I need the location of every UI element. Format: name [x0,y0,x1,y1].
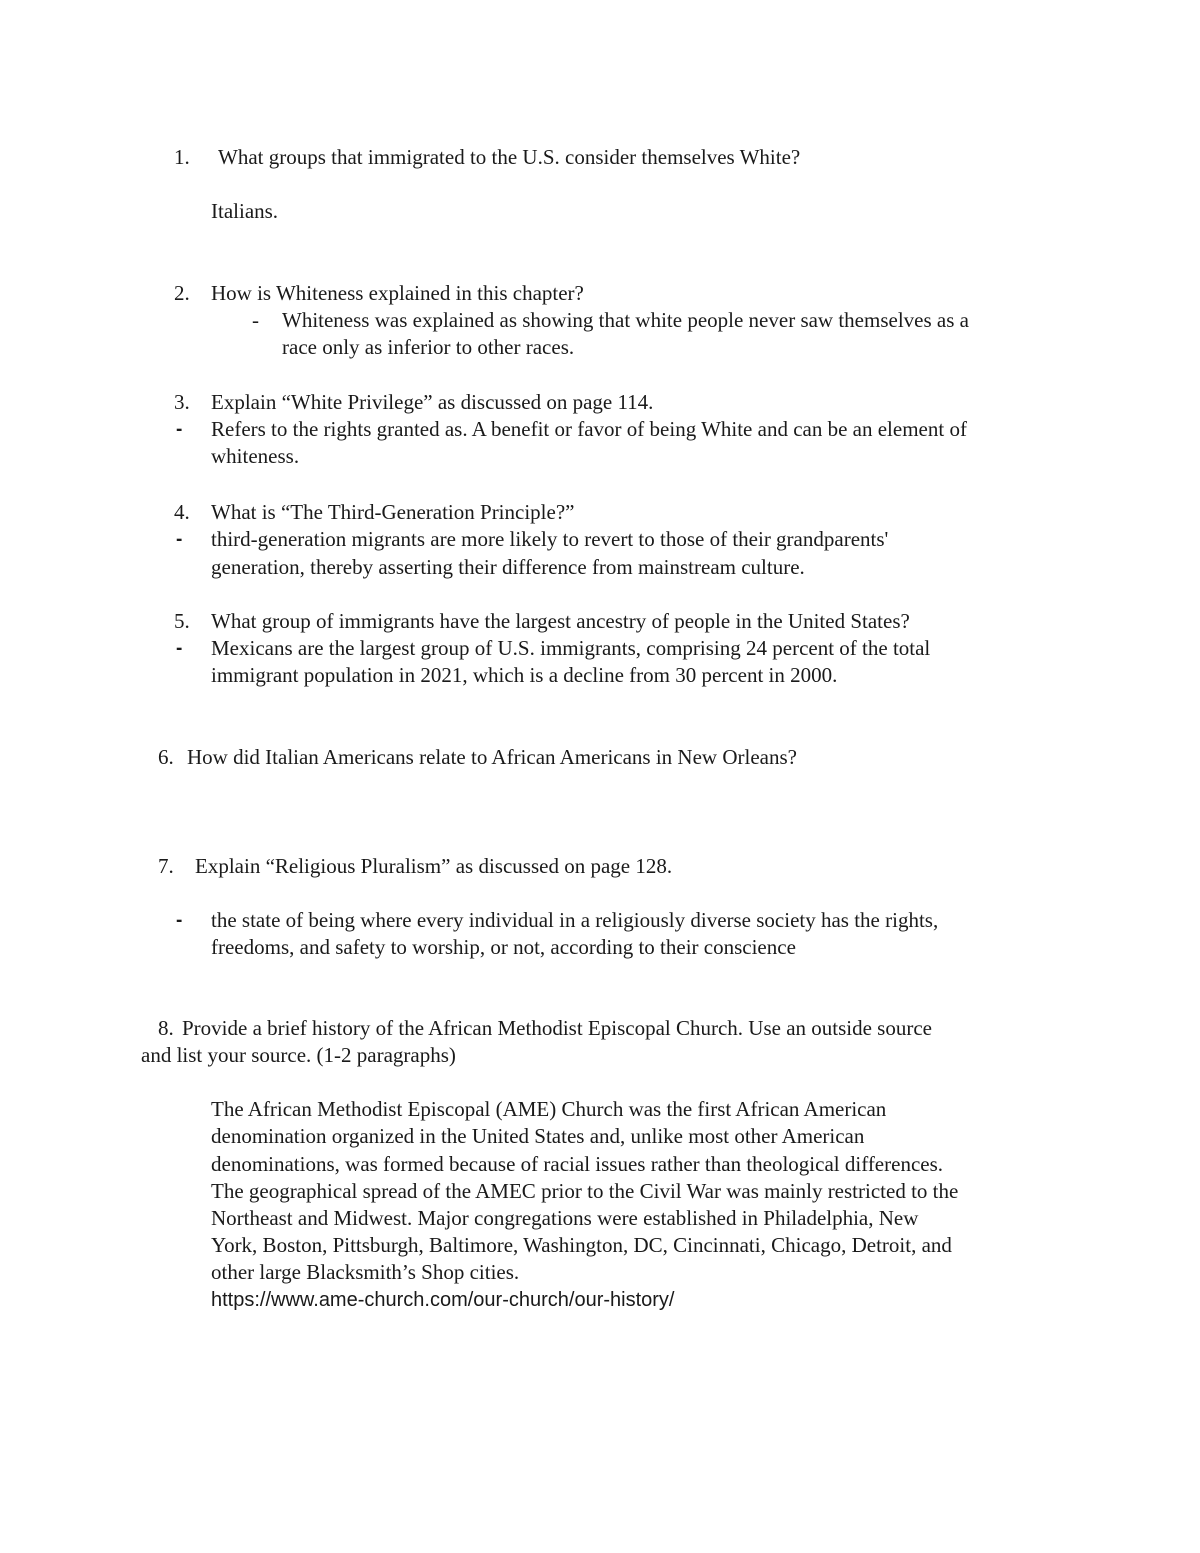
question-4-answer-line-2: generation, thereby asserting their difference from mainstream culture. [211,555,805,579]
question-1-text: What groups that immigrated to the U.S. consider themselves White? [218,145,801,169]
question-5-answer-line-2: immigrant population in 2021, which is a decline from 30 percent in 2000. [211,663,838,687]
question-8-answer-line-3: denominations, was formed because of racial issues rather than theological differences. [211,1152,944,1176]
question-6-number: 6. [158,745,174,769]
question-4-bullet: - [176,529,183,550]
question-8-answer-line-4: The geographical spread of the AMEC prior to the Civil War was mainly restricted to the [211,1179,959,1203]
question-8-answer-line-2: denomination organized in the United States and, unlike most other American [211,1124,865,1148]
question-8-text-line-1: Provide a brief history of the African Methodist Episcopal Church. Use an outside source [182,1016,932,1040]
question-8-answer-line-5: Northeast and Midwest. Major congregations were established in Philadelphia, New [211,1206,919,1230]
question-5-number: 5. [174,609,190,633]
question-7-text: Explain “Religious Pluralism” as discussed on page 128. [195,854,673,878]
question-5-text: What group of immigrants have the largest ancestry of people in the United States? [211,609,910,633]
question-5-bullet: - [176,638,183,659]
question-3-number: 3. [174,390,190,414]
question-2-text: How is Whiteness explained in this chapter? [211,281,584,305]
question-3-text: Explain “White Privilege” as discussed on page 114. [211,390,654,414]
question-4-text: What is “The Third-Generation Principle?” [211,500,575,524]
question-3-answer-line-1: Refers to the rights granted as. A benefit or favor of being White and can be an element of [211,417,967,441]
question-1-answer: Italians. [211,199,279,223]
question-5-answer-line-1: Mexicans are the largest group of U.S. immigrants, comprising 24 percent of the total [211,636,931,660]
question-8-source-url: https://www.ame-church.com/our-church/our-history/ [211,1289,675,1311]
question-3-bullet: - [176,419,183,440]
question-7-answer-line-1: the state of being where every individual in a religiously diverse society has the rights, [211,908,939,932]
question-8-number: 8. [158,1016,174,1040]
question-2-answer-line-2: race only as inferior to other races. [282,335,575,359]
question-2-number: 2. [174,281,190,305]
question-8-text-line-2: and list your source. (1-2 paragraphs) [141,1043,456,1067]
question-8-answer-line-6: York, Boston, Pittsburgh, Baltimore, Washington, DC, Cincinnati, Chicago, Detroit, and [211,1233,952,1257]
question-4-answer-line-1: third-generation migrants are more likely to revert to those of their grandparents' [211,527,889,551]
question-1-number: 1. [174,145,190,169]
question-7-answer-line-2: freedoms, and safety to worship, or not, according to their conscience [211,935,796,959]
question-7-number: 7. [158,854,174,878]
question-6-text: How did Italian Americans relate to African Americans in New Orleans? [187,745,797,769]
question-3-answer-line-2: whiteness. [211,444,300,468]
question-4-number: 4. [174,500,190,524]
question-7-bullet: - [176,910,183,931]
question-8-answer-line-1: The African Methodist Episcopal (AME) Church was the first African American [211,1097,887,1121]
question-2-answer-line-1: Whiteness was explained as showing that white people never saw themselves as a [282,308,969,332]
question-8-answer-line-7: other large Blacksmith’s Shop cities. [211,1260,520,1284]
question-2-bullet: - [252,308,259,332]
